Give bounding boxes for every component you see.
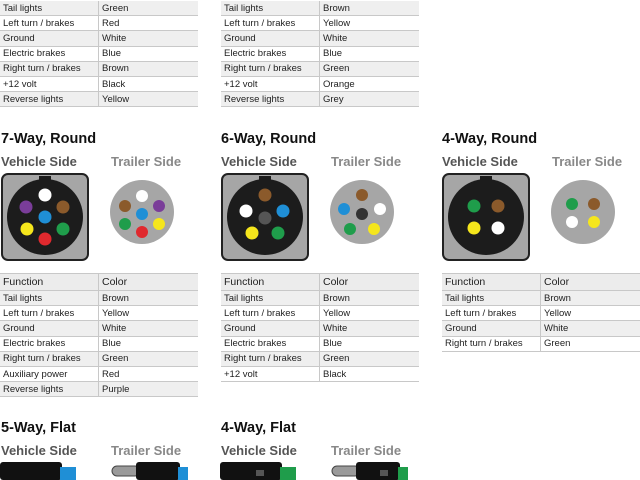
color-cell: Purple	[99, 382, 199, 397]
table-row	[0, 61, 198, 76]
pin	[119, 200, 131, 212]
function-cell: Tail lights	[221, 1, 320, 16]
pin	[356, 208, 368, 220]
pin	[21, 223, 34, 236]
color-cell: Grey	[320, 92, 420, 107]
table-row	[0, 336, 198, 351]
color-cell: White	[320, 321, 420, 336]
pin	[566, 216, 578, 228]
pin	[492, 200, 505, 213]
function-cell: Left turn / brakes	[0, 306, 99, 321]
table-row	[0, 76, 198, 91]
column-header-function: Function	[221, 274, 320, 291]
pin	[136, 190, 148, 202]
function-cell: Tail lights	[442, 291, 541, 306]
column-header-color: Color	[99, 274, 199, 291]
function-cell: +12 volt	[221, 366, 320, 381]
function-cell: Right turn / brakes	[221, 61, 320, 76]
table-row	[442, 321, 640, 336]
color-cell: Blue	[320, 336, 420, 351]
pin	[566, 198, 578, 210]
color-cell: Orange	[320, 76, 420, 91]
table-row	[221, 76, 419, 91]
function-cell: Ground	[442, 321, 541, 336]
table-row	[221, 366, 419, 381]
pin	[277, 205, 290, 218]
color-cell: Yellow	[541, 306, 640, 321]
table-row	[0, 382, 198, 397]
pin	[20, 201, 33, 214]
table-row	[221, 31, 419, 46]
section-title-6-way-round: 6-Way, Round	[221, 131, 317, 147]
color-cell: Yellow	[99, 306, 199, 321]
function-cell: Left turn / brakes	[221, 306, 320, 321]
color-cell: Yellow	[320, 306, 420, 321]
color-cell: Black	[99, 76, 199, 91]
table-row	[0, 31, 198, 46]
vehicle-side-label: Vehicle Side	[1, 443, 77, 458]
connector-7-way-vehicle	[1, 173, 89, 261]
pin	[272, 227, 285, 240]
table-row	[0, 46, 198, 61]
function-cell: Right turn / brakes	[442, 336, 541, 351]
table-row	[221, 1, 419, 16]
table-row	[0, 92, 198, 107]
top-wiring-table-left	[0, 1, 198, 107]
color-cell: Brown	[320, 1, 420, 16]
table-row	[221, 336, 419, 351]
table-row	[221, 291, 419, 306]
function-cell: Ground	[221, 321, 320, 336]
function-cell: Reverse lights	[0, 382, 99, 397]
function-cell: Ground	[0, 31, 99, 46]
table-row	[221, 46, 419, 61]
function-cell: +12 volt	[221, 76, 320, 91]
vehicle-side-label: Vehicle Side	[221, 154, 297, 169]
color-cell: Blue	[99, 336, 199, 351]
function-cell: Left turn / brakes	[442, 306, 541, 321]
color-cell: Yellow	[320, 16, 420, 31]
table-row	[221, 61, 419, 76]
pin	[374, 203, 386, 215]
table-row	[0, 1, 198, 16]
function-cell: Tail lights	[0, 1, 99, 16]
pin	[153, 218, 165, 230]
function-cell: Right turn / brakes	[221, 351, 320, 366]
table-row	[0, 321, 198, 336]
connector-4-way-vehicle	[442, 173, 530, 261]
column-header-function: Function	[442, 274, 541, 291]
table-header-row	[221, 274, 419, 291]
function-cell: Electric brakes	[0, 46, 99, 61]
function-cell: Ground	[221, 31, 320, 46]
table-row	[442, 336, 640, 351]
color-cell: Green	[99, 1, 199, 16]
connector-6-way-vehicle	[221, 173, 309, 261]
pin	[246, 227, 259, 240]
pin	[259, 212, 272, 225]
flat-plug-4-way-trailer	[330, 462, 410, 480]
pin	[492, 222, 505, 235]
pin	[588, 198, 600, 210]
pin	[356, 189, 368, 201]
function-cell: Electric brakes	[221, 46, 320, 61]
section-title-7-way-round: 7-Way, Round	[1, 131, 97, 147]
function-cell: Right turn / brakes	[0, 61, 99, 76]
section-title-5-way-flat: 5-Way, Flat	[1, 420, 76, 436]
pin	[57, 223, 70, 236]
function-cell: Left turn / brakes	[0, 16, 99, 31]
pin	[344, 223, 356, 235]
color-cell: White	[99, 321, 199, 336]
table-row	[0, 351, 198, 366]
pin	[136, 208, 148, 220]
pin	[468, 200, 481, 213]
color-cell: Yellow	[99, 92, 199, 107]
pin	[338, 203, 350, 215]
pin	[57, 201, 70, 214]
connector-6-way-trailer	[328, 178, 396, 246]
connector-4-way-trailer	[549, 178, 617, 246]
wiring-table-7-way	[0, 273, 198, 397]
table-row	[221, 321, 419, 336]
pin	[39, 233, 52, 246]
pin	[468, 222, 481, 235]
function-cell: Right turn / brakes	[0, 351, 99, 366]
table-row	[221, 351, 419, 366]
color-cell: Green	[320, 351, 420, 366]
function-cell: Tail lights	[221, 291, 320, 306]
section-title-4-way-flat: 4-Way, Flat	[221, 420, 296, 436]
table-header-row	[442, 274, 640, 291]
column-header-color: Color	[320, 274, 420, 291]
connector-7-way-trailer	[108, 178, 176, 246]
color-cell: Green	[320, 61, 420, 76]
function-cell: Tail lights	[0, 291, 99, 306]
color-cell: Blue	[320, 46, 420, 61]
function-cell: Left turn / brakes	[221, 16, 320, 31]
table-row	[221, 306, 419, 321]
pin	[588, 216, 600, 228]
pin	[368, 223, 380, 235]
table-row	[221, 92, 419, 107]
pin	[240, 205, 253, 218]
function-cell: +12 volt	[0, 76, 99, 91]
color-cell: Brown	[99, 291, 199, 306]
pin	[119, 218, 131, 230]
color-cell: White	[99, 31, 199, 46]
section-title-4-way-round: 4-Way, Round	[442, 131, 538, 147]
trailer-side-label: Trailer Side	[111, 154, 182, 169]
table-row	[221, 16, 419, 31]
color-cell: Green	[541, 336, 640, 351]
vehicle-side-label: Vehicle Side	[221, 443, 297, 458]
vehicle-side-label: Vehicle Side	[442, 154, 518, 169]
flat-plug-4-way-vehicle	[220, 462, 300, 480]
function-cell: Reverse lights	[0, 92, 99, 107]
table-row	[442, 306, 640, 321]
pin	[39, 211, 52, 224]
function-cell: Reverse lights	[221, 92, 320, 107]
function-cell: Ground	[0, 321, 99, 336]
color-cell: White	[320, 31, 420, 46]
flat-plug-5-way-vehicle	[0, 462, 80, 480]
wiring-table-4-way	[442, 273, 640, 352]
column-header-color: Color	[541, 274, 640, 291]
function-cell: Auxiliary power	[0, 366, 99, 381]
pin	[136, 226, 148, 238]
color-cell: Blue	[99, 46, 199, 61]
wiring-table-6-way	[221, 273, 419, 382]
color-cell: Red	[99, 366, 199, 381]
pin	[39, 189, 52, 202]
table-row	[0, 366, 198, 381]
pin	[259, 189, 272, 202]
trailer-side-label: Trailer Side	[331, 443, 402, 458]
flat-plug-5-way-trailer	[110, 462, 190, 480]
color-cell: White	[541, 321, 640, 336]
pin	[153, 200, 165, 212]
trailer-side-label: Trailer Side	[552, 154, 623, 169]
function-cell: Electric brakes	[0, 336, 99, 351]
function-cell: Electric brakes	[221, 336, 320, 351]
top-wiring-table-middle	[221, 1, 419, 107]
color-cell: Brown	[99, 61, 199, 76]
trailer-side-label: Trailer Side	[111, 443, 182, 458]
column-header-function: Function	[0, 274, 99, 291]
table-row	[0, 16, 198, 31]
color-cell: Red	[99, 16, 199, 31]
table-row	[0, 306, 198, 321]
color-cell: Brown	[320, 291, 420, 306]
table-row	[442, 291, 640, 306]
color-cell: Brown	[541, 291, 640, 306]
table-row	[0, 291, 198, 306]
color-cell: Green	[99, 351, 199, 366]
vehicle-side-label: Vehicle Side	[1, 154, 77, 169]
table-header-row	[0, 274, 198, 291]
trailer-side-label: Trailer Side	[331, 154, 402, 169]
color-cell: Black	[320, 366, 420, 381]
